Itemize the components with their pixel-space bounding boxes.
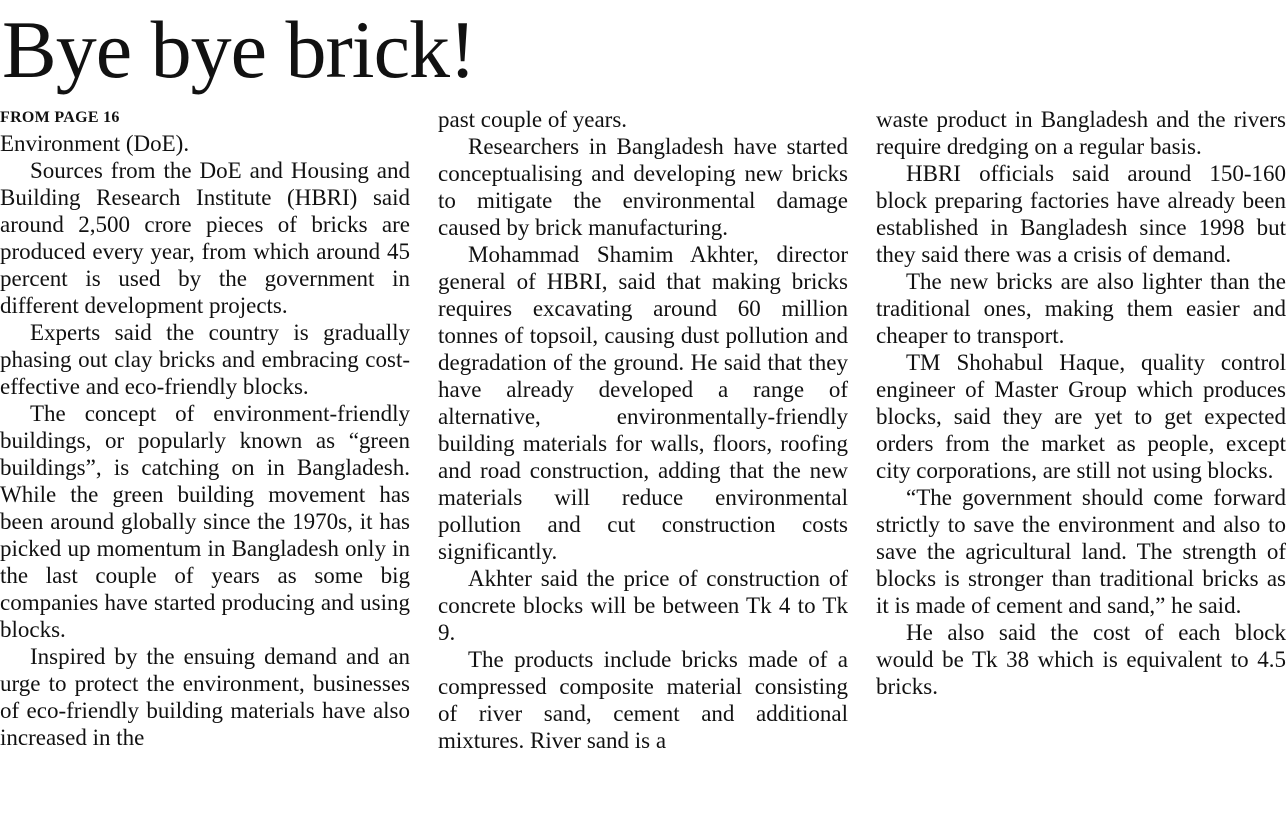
paragraph: Experts said the country is gradually phasing out clay bricks and embracing cost-effective and eco-friendly blocks.: [0, 320, 410, 399]
jump-label: FROM PAGE 16: [0, 109, 120, 126]
article-column-1: [0, 106, 410, 751]
paragraph: waste product in Bangladesh and the rivers require dredging on a regular basis.: [876, 107, 1286, 159]
article-column-2: [438, 106, 848, 754]
paragraph: past couple of years.: [438, 107, 628, 132]
paragraph: Environment (DoE).: [0, 131, 190, 156]
paragraph: The products include bricks made of a compressed composite material consisting of river sand, cement and additional mixtures. River sand is a: [438, 647, 848, 753]
paragraph: TM Shohabul Haque, quality control engineer of Master Group which produces blocks, said they are yet to get expected orders from the market as people, except city corporations, are still not using blocks.: [876, 350, 1286, 483]
headline: Bye bye brick!: [2, 4, 476, 95]
paragraph: Mohammad Shamim Akhter, director general of HBRI, said that making bricks requires excavating around 60 million tonnes of topsoil, causing dust pollution and degradation of the ground. He said that they have already developed a range of alternative, environmentally-friendly building materials for walls, floors, roofing and road construction, adding that the new materials will reduce environmental pollution and cut construction costs significantly.: [438, 242, 848, 564]
paragraph: Sources from the DoE and Housing and Building Research Institute (HBRI) said around 2,500 crore pieces of bricks are produced every year, from which around 45 percent is used by the government in different development projects.: [0, 158, 410, 318]
paragraph: HBRI officials said around 150-160 block preparing factories have already been established in Bangladesh since 1998 but they said there was a crisis of demand.: [876, 161, 1286, 267]
article-column-3: [876, 106, 1286, 700]
paragraph: The concept of environment-friendly buildings, or popularly known as “green buildings”, is catching on in Bangladesh. While the green building movement has been around globally since the 1970s, it has picked up momentum in Bangladesh only in the last couple of years as some big companies have started producing and using blocks.: [0, 401, 410, 642]
paragraph: Inspired by the ensuing demand and an urge to protect the environment, businesses of eco-friendly building materials have also increased in the: [0, 644, 410, 750]
paragraph: Researchers in Bangladesh have started conceptualising and developing new bricks to mitigate the environmental damage caused by brick manufacturing.: [438, 134, 848, 240]
paragraph: Akhter said the price of construction of concrete blocks will be between Tk 4 to Tk 9.: [438, 566, 848, 645]
paragraph: “The government should come forward strictly to save the environment and also to save the agricultural land. The strength of blocks is stronger than traditional bricks as it is made of cement and sand,” he said.: [876, 485, 1286, 618]
paragraph: The new bricks are also lighter than the traditional ones, making them easier and cheaper to transport.: [876, 269, 1286, 348]
paragraph: He also said the cost of each block would be Tk 38 which is equivalent to 4.5 bricks.: [876, 620, 1286, 699]
